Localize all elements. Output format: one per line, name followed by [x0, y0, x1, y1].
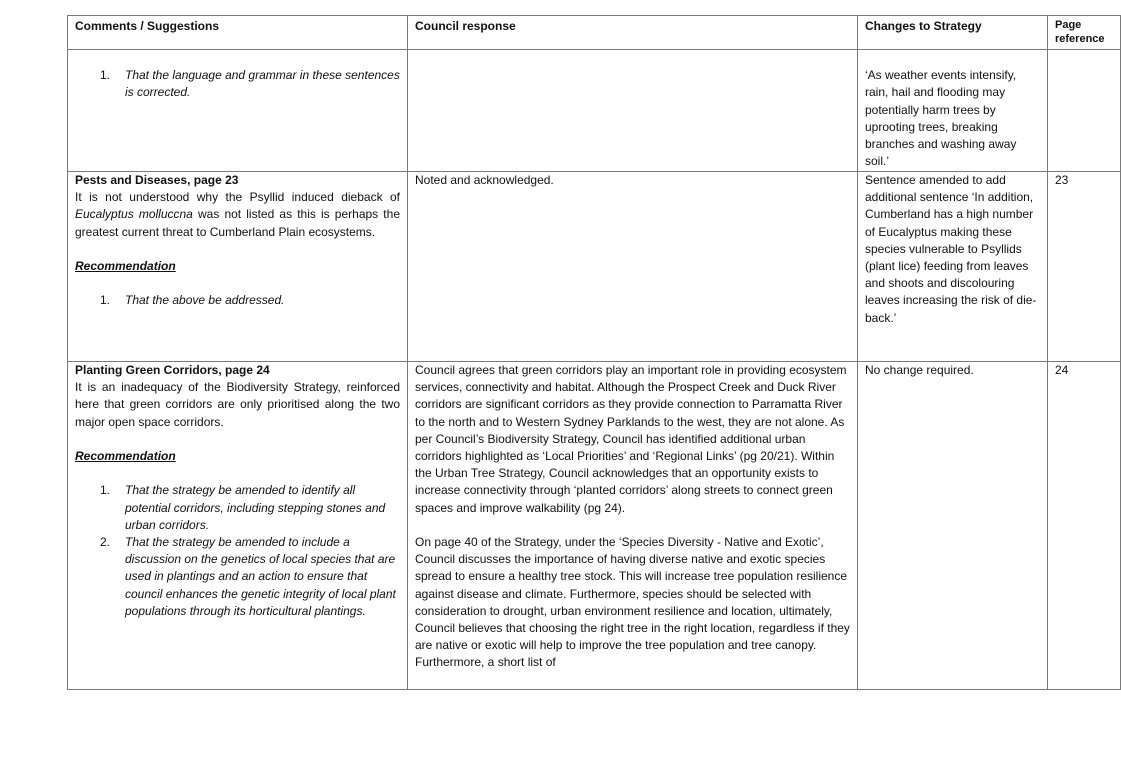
header-page-line1: Page — [1055, 19, 1082, 31]
response-paragraph: Council agrees that green corridors play an important role in providing ecosystem services, connectivity and habitat. Although the Prospect Creek and Duck River corridors are significant corridors as they provide connection to Parramatta River to the north and to Western Sydney Parklands to the west, they are not alone. As per Council’s Biodiversity Strategy, Council has identified additional urban corridors highlighted as ‘Local Priorities’ and ‘Regional Links’ (pg 20/21). Within the Urban Tree Strategy, Council acknowledges that an opportunity exists to increase connectivity through ‘planted corridors’ along streets to connect green spaces and improve walkability (pg 24). — [415, 363, 847, 515]
header-comments: Comments / Suggestions — [68, 16, 408, 50]
list-item-number: 1. — [100, 293, 111, 308]
council-response-cell — [408, 50, 858, 172]
list-item-number: 1. — [100, 483, 111, 498]
list-item-text: That the strategy be amended to include a discussion on the genetics of local species that are used in plantings and an action to ensure that council enhances the genetic integrity of local plant populations through its horticultural plantings. — [125, 535, 396, 618]
table-row — [68, 172, 1121, 362]
table-row — [68, 362, 1121, 690]
section-title: Pests and Diseases, page 23 — [75, 173, 239, 187]
list-item-number: 1. — [100, 68, 111, 83]
council-response-cell — [408, 172, 858, 362]
recommendation-list — [75, 482, 400, 620]
table-row — [68, 50, 1121, 172]
list-item-number: 2. — [100, 535, 111, 549]
header-council-response: Council response — [408, 16, 858, 50]
comment-text: It is not understood why the Psyllid induced dieback of Eucalyptus molluccna was not listed as this is perhaps the greatest current threat to Cumberland Plain ecosystems. — [75, 190, 400, 239]
page-reference-cell — [1048, 50, 1121, 172]
comments-cell — [68, 172, 408, 362]
species-name: Eucalyptus molluccna — [75, 207, 193, 222]
page-reference-cell: 23 — [1048, 172, 1121, 362]
list-item-text: That the above be addressed. — [125, 293, 285, 308]
section-title: Planting Green Corridors, page 24 — [75, 363, 270, 377]
recommendation-list — [75, 292, 400, 309]
changes-cell — [858, 172, 1048, 362]
header-page-reference — [1048, 16, 1121, 50]
response-text: Noted and acknowledged. — [415, 173, 554, 187]
council-response-cell — [408, 362, 858, 690]
header-page-line2: reference — [1055, 33, 1105, 45]
recommendation-heading: Recommendation — [75, 259, 176, 273]
changes-text: ‘As weather events intensify, rain, hail and flooding may potentially harm trees by uprooting trees, breaking branches and washing away soil.’ — [865, 68, 1017, 169]
list-item — [75, 292, 400, 309]
list-item — [75, 534, 400, 620]
recommendation-heading: Recommendation — [75, 449, 176, 463]
page-reference-cell: 24 — [1048, 362, 1121, 690]
changes-cell — [858, 50, 1048, 172]
list-item-text: That the language and grammar in these sentences is corrected. — [125, 68, 400, 100]
list-item — [75, 67, 400, 101]
list-item-text: That the strategy be amended to identify all potential corridors, including stepping stones and urban corridors. — [125, 483, 386, 532]
council-response-table — [67, 15, 1121, 690]
changes-text: Sentence amended to add additional sentence ‘In addition, Cumberland has a high number of Eucalyptus making these species vulnerable to Psyllids (plant lice) feeding from leaves and shoots and discolouring leaves increasing the risk of die-back.’ — [865, 173, 1037, 325]
comments-cell — [68, 50, 408, 172]
changes-text: No change required. — [865, 363, 974, 377]
table-header-row — [68, 16, 1121, 50]
list-item — [75, 482, 400, 534]
response-paragraph: On page 40 of the Strategy, under the ‘Species Diversity - Native and Exotic’, Council discusses the importance of having diverse native and exotic species spread to ensure a healthy tree stock. This will increase tree population resilience against disease and climate. Furthermore, species should be selected with consideration to drought, urban environment resilience and location, ultimately, Council believes that choosing the right tree in the right location, regardless if they are native or exotic will help to improve the tree population and tree canopy. Furthermore, a short list of — [415, 535, 850, 670]
comment-text: It is an inadequacy of the Biodiversity Strategy, reinforced here that green corridors are only prioritised along the two major open space corridors. — [75, 380, 400, 429]
header-changes-to-strategy: Changes to Strategy — [858, 16, 1048, 50]
comments-cell — [68, 362, 408, 690]
recommendation-list — [75, 67, 400, 101]
changes-cell — [858, 362, 1048, 690]
